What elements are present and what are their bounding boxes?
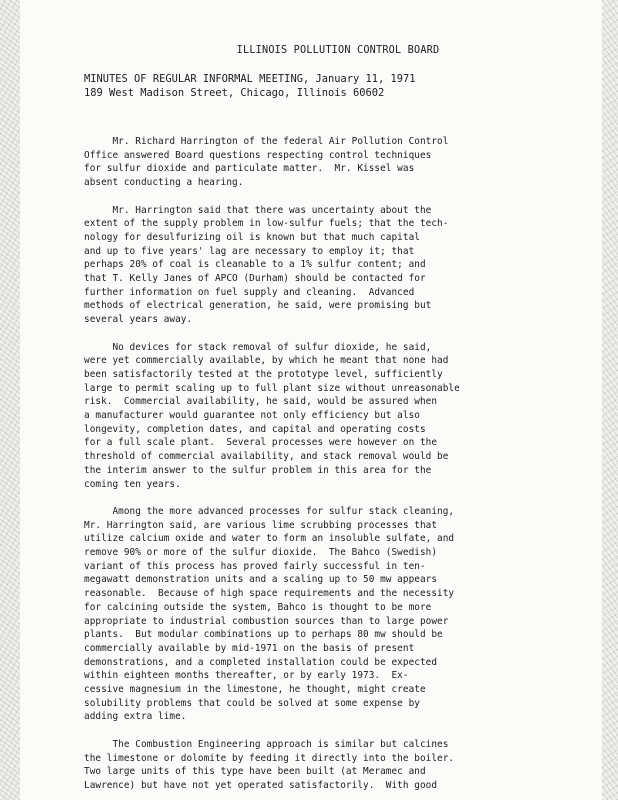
text-line: utilize calcium oxide and water to form an insoluble sulfate, and — [84, 533, 455, 545]
text-line: a manufacturer would guarantee not only efficiency but also — [84, 410, 420, 422]
scan-edge-left — [0, 0, 20, 800]
paragraph — [84, 505, 566, 724]
text-line: Mr. Harrington said that there was uncertainty about the — [84, 204, 432, 216]
paragraph — [84, 135, 566, 190]
text-line: methods of electrical generation, he said, were promising but — [84, 300, 432, 312]
document-content — [84, 44, 566, 806]
text-line: extent of the supply problem in low-sulfur fuels; that the tech- — [84, 218, 449, 230]
text-line: reasonable. Because of high space requirements and the necessity — [84, 588, 455, 600]
text-line: remove 90% or more of the sulfur dioxide. The Bahco (Swedish) — [84, 547, 438, 559]
text-line: within eighteen months thereafter, or by early 1973. Ex- — [84, 670, 409, 682]
text-line: the limestone or dolomite by feeding it directly into the boiler. — [84, 752, 455, 764]
text-line: perhaps 20% of coal is cleanable to a 1% sulfur content; and — [84, 259, 426, 271]
text-line: were yet commercially available, by which he meant that none had — [84, 355, 449, 367]
text-line: demonstrations, and a completed installation could be expected — [84, 656, 438, 668]
text-line: Mr. Harrington said, are various lime scrubbing processes that — [84, 519, 438, 531]
text-line: several years away. — [84, 314, 193, 326]
text-line: further information on fuel supply and cleaning. Advanced — [84, 286, 415, 298]
text-line: Lawrence) but have not yet operated satisfactorily. With good — [84, 779, 438, 791]
minutes-body — [84, 135, 566, 793]
text-line: nology for desulfurizing oil is known but that much capital — [84, 231, 420, 243]
text-line: megawatt demonstration units and a scaling up to 50 mw appears — [84, 574, 438, 586]
text-line: Among the more advanced processes for sulfur stack cleaning, — [84, 505, 455, 517]
text-line: been satisfactorily tested at the prototype level, sufficiently — [84, 368, 443, 380]
text-line: the interim answer to the sulfur problem in this area for the — [84, 464, 432, 476]
text-line: absent conducting a hearing. — [84, 177, 244, 189]
meeting-address-line: 189 West Madison Street, Chicago, Illinois 60602 — [84, 86, 385, 99]
text-line: for a full scale plant. Several processes were however on the — [84, 437, 438, 449]
meeting-header — [84, 73, 566, 100]
paragraph — [84, 738, 566, 793]
text-line: appropriate to industrial combustion sources than to large power — [84, 615, 449, 627]
text-line: commercially available by mid-1971 on the basis of present — [84, 642, 415, 654]
text-line: for calcining outside the system, Bahco is thought to be more — [84, 601, 432, 613]
text-line: and up to five years' lag are necessary to employ it; that — [84, 245, 415, 257]
text-line: plants. But modular combinations up to perhaps 80 mw should be — [84, 629, 443, 641]
text-line: coming ten years. — [84, 478, 181, 490]
text-line: large to permit scaling up to full plant size without unreasonable — [84, 382, 460, 394]
text-line: longevity, completion dates, and capital and operating costs — [84, 423, 426, 435]
text-line: that T. Kelly Janes of APCO (Durham) should be contacted for — [84, 273, 426, 285]
text-line: Two large units of this type have been built (at Meramec and — [84, 766, 426, 778]
text-line: solubility problems that could be solved at some expense by — [84, 697, 420, 709]
scan-edge-right — [602, 0, 618, 800]
text-line: Office answered Board questions respecting control techniques — [84, 149, 432, 161]
text-line: cessive magnesium in the limestone, he thought, might create — [84, 684, 426, 696]
text-line: No devices for stack removal of sulfur dioxide, he said, — [84, 341, 432, 353]
paragraph — [84, 204, 566, 327]
text-line: The Combustion Engineering approach is similar but calcines — [84, 738, 449, 750]
document-title: ILLINOIS POLLUTION CONTROL BOARD — [236, 45, 440, 56]
text-line: for sulfur dioxide and particulate matter. Mr. Kissel was — [84, 163, 415, 175]
text-line: threshold of commercial availability, and stack removal would be — [84, 451, 449, 463]
text-line: Mr. Richard Harrington of the federal Air Pollution Control — [84, 136, 449, 147]
text-line: variant of this process has proved fairly successful in ten- — [84, 560, 426, 572]
meeting-header-line: MINUTES OF REGULAR INFORMAL MEETING, January 11, 1971 — [84, 73, 416, 85]
paragraph — [84, 341, 566, 492]
text-line: risk. Commercial availability, he said, would be assured when — [84, 396, 438, 408]
text-line: adding extra lime. — [84, 711, 187, 723]
